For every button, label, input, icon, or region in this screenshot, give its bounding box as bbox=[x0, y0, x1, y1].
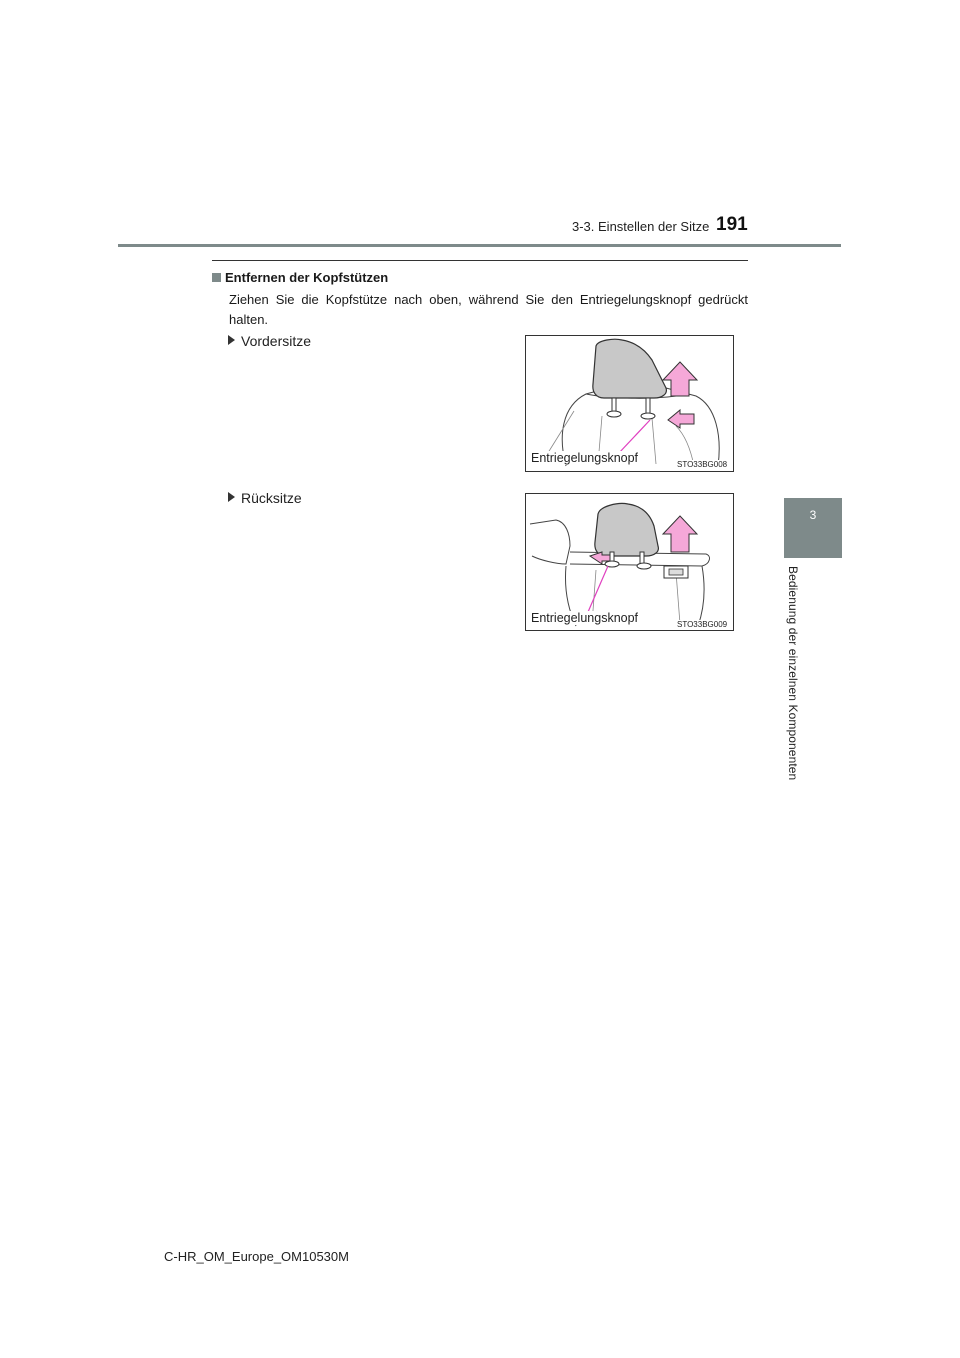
chapter-title: Bedienung der einzelnen Komponenten bbox=[786, 566, 800, 781]
item-front-seats bbox=[228, 333, 311, 349]
item-rear-seats bbox=[228, 490, 302, 506]
section-body: Ziehen Sie die Kopfstütze nach oben, während Sie den Entriegelungsknopf gedrückt halten. bbox=[229, 292, 748, 327]
release-button-label: Entriegelungsknopf bbox=[531, 611, 639, 625]
triangle-bullet-icon bbox=[228, 335, 235, 345]
figure-front-seat bbox=[525, 335, 734, 472]
page-number: 191 bbox=[716, 214, 748, 235]
figure-rear-seat bbox=[525, 493, 734, 631]
section-heading-text: Entfernen der Kopfstützen bbox=[225, 270, 389, 285]
item-front-seats-label: Vordersitze bbox=[241, 333, 312, 349]
rear-seat-illustration bbox=[526, 494, 733, 630]
section-heading bbox=[212, 270, 388, 285]
release-button-label: Entriegelungsknopf bbox=[531, 451, 639, 465]
figure-code: STO33BG009 bbox=[677, 620, 728, 629]
chapter-number: 3 bbox=[809, 508, 817, 522]
triangle-bullet-icon bbox=[228, 492, 235, 502]
item-rear-seats-label: Rücksitze bbox=[241, 490, 302, 506]
header-rule bbox=[118, 244, 841, 247]
chapter-tab bbox=[784, 498, 842, 558]
document-id: C-HR_OM_Europe_OM10530M bbox=[164, 1249, 349, 1264]
figure-code: STO33BG008 bbox=[677, 460, 728, 469]
section-rule bbox=[212, 260, 748, 261]
section-title: 3-3. Einstellen der Sitze bbox=[572, 219, 710, 234]
square-bullet-icon bbox=[212, 273, 221, 282]
